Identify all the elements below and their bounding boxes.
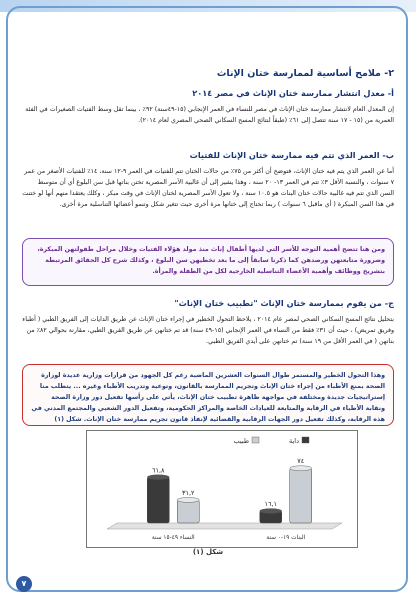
legend-swatch bbox=[252, 437, 259, 443]
bar bbox=[147, 477, 169, 523]
subsection-b-text: أما عن العمر الذي يتم فيه ختان الإناث، فتوضح أن أكثر من ٧٥٪ من حالات الختان تتم للفتيات في العمر ٩-١٢ سنة، ١٤٪ للفتيات الأصغر من عمر ٧ سنوات ، والنسبة الأقل ٣٪ تتم في العمر ١٣- ٢٠ سنة ، وهذا يشير إلى أن غالبية الأسر المصرية تختن بناتها قبل سن البلوغ أي أن متوسط السن الذي تتم فيه غالبية حالات ختان البنات هو ١٠.٥ سنة ، ولا تعول الأسر المصرية لختان الإناث في وقت مبكر ، وكلك يعتقدا منهم أنها لو ختنت في هذا السن المبكرة ( أي ماقبل ٦ سنوات ) ربما تحتاج إلى ختانها مرة أخرى حيث تتغير شكل وتنمو أعضائها التناسلية مرة أخرى. bbox=[22, 168, 394, 208]
bar-value-label: ١٦,١ bbox=[264, 500, 278, 509]
bar-value-label: ٣١,٢ bbox=[181, 488, 195, 497]
subsection-a-title: أ- معدل انتشار ممارسة ختان الإناث في مصر ٢٠١٤ bbox=[192, 88, 394, 98]
legend-label: داية bbox=[289, 437, 299, 445]
category-label: النساء ٤٩-١٥ سنة bbox=[151, 535, 195, 541]
legend-label: طبيب bbox=[233, 437, 249, 445]
page-number: ٧ bbox=[16, 576, 32, 592]
category-label: البنات ١٩-٠ سنة bbox=[266, 535, 306, 541]
bar-chart bbox=[86, 430, 358, 548]
subsection-c-title: ج- من يقوم بممارسة ختان الإناث "تطبيب ختان الإناث" bbox=[174, 298, 394, 308]
legend-swatch bbox=[302, 437, 309, 443]
section-title: ٢- ملامح أساسية لممارسة ختان الإناث bbox=[216, 68, 394, 79]
bar-top bbox=[260, 509, 282, 514]
callout-box-1: ومن هنا تتضح أهمية التوجه للأسر التي لديها أطفال إناث منذ مولد هؤلاء الفتيات وخلال مراحل طفولتهن المبكرة، وضرورة متابعتهن ورصدهن كما ذكرنا سابقاً إلى ما بعد تخطيهن سن البلوغ ، وكذلك شرح كل الحقائق المرتبطة بتشريح ووظائف وأهمية الأعضاء التناسلية الخارجية لكل من الطفلة والمرأة. bbox=[22, 238, 394, 286]
bar-value-label: ٦١,٨ bbox=[151, 466, 165, 475]
bar bbox=[290, 468, 312, 523]
callout-box-2: وهذا التحول الخطير والمستمر طوال السنوات العشرين الماضية رغم كل الجهود من قرارات وزارية عديدة لوزارة الصحة بمنع الأطباء من إجراء ختان الإناث وتجريم الممارسة بالقانون، وتوعية وتدريب الأطباء وغيره ... يتطلب منا إستراتيجيات جديدة ومختلفة في مواجهة ظاهرة تطبيب ختان الإناث، يأتي على رأسها تفعيل دور وزارة الصحة ونقابة الأطباء في الرقابة والمتابعة للعيادات الخاصة والمراكز الحكومية، وتفعيل الدور الشعبي والمجتمع المدني في هذه الرقابة، وكذلك تفعيل دور الجهات الرقابية والقضائية لإنفاذ قانون تجريم ممارسة ختان الإناث. شكل (١) bbox=[22, 364, 394, 426]
bar-top bbox=[147, 475, 169, 480]
bar-top bbox=[177, 497, 199, 502]
bar-top bbox=[290, 466, 312, 471]
bar-chart-svg bbox=[87, 431, 357, 547]
chart-caption: شكل (١) bbox=[192, 548, 224, 556]
subsection-c-text: بتحليل نتائج المسح السكاني الصحي لمصر عام ٢٠١٤ ، يلاحظ التحول الخطير في إجراء ختان الإناث عن طريق الدايات إلى الفريق الطبي ( أطباء وفريق تمريض) ، حيث أن ٣١٪ فقط من النساء في العمر الإنجابي (١٥-٤٩ سنة) قد تم ختانهن عن طريق الفريق الطبي، مقارنة بحوالي ٨٢٪ من بناتهن ( في العمر الأقل من ١٩ سنة) تم ختانهن على أيدي الفريق الطبي. bbox=[22, 316, 394, 345]
subsection-a-text: إن المعدل العام لانتشار ممارسة ختان الإناث في مصر للنساء في العمر الإنجابي (١٥-٤٩سنة) ٩٢٪ ، بينما تقل وسط الفتيات الصغيرات في الفئة العمرية من (١٥ - ١٧ سنة تتصل إلى ٦١٪ (طبقاً لنتائج المسح السكاني الصحي المصري لعام ٢٠١٤). bbox=[25, 106, 394, 124]
subsection-b-title: ب- العمر الذي تتم فيه ممارسة ختان الإناث للفتيات bbox=[189, 150, 394, 160]
bar bbox=[177, 500, 199, 523]
chart-floor bbox=[107, 523, 342, 529]
bar-value-label: ٧٤ bbox=[297, 457, 305, 466]
